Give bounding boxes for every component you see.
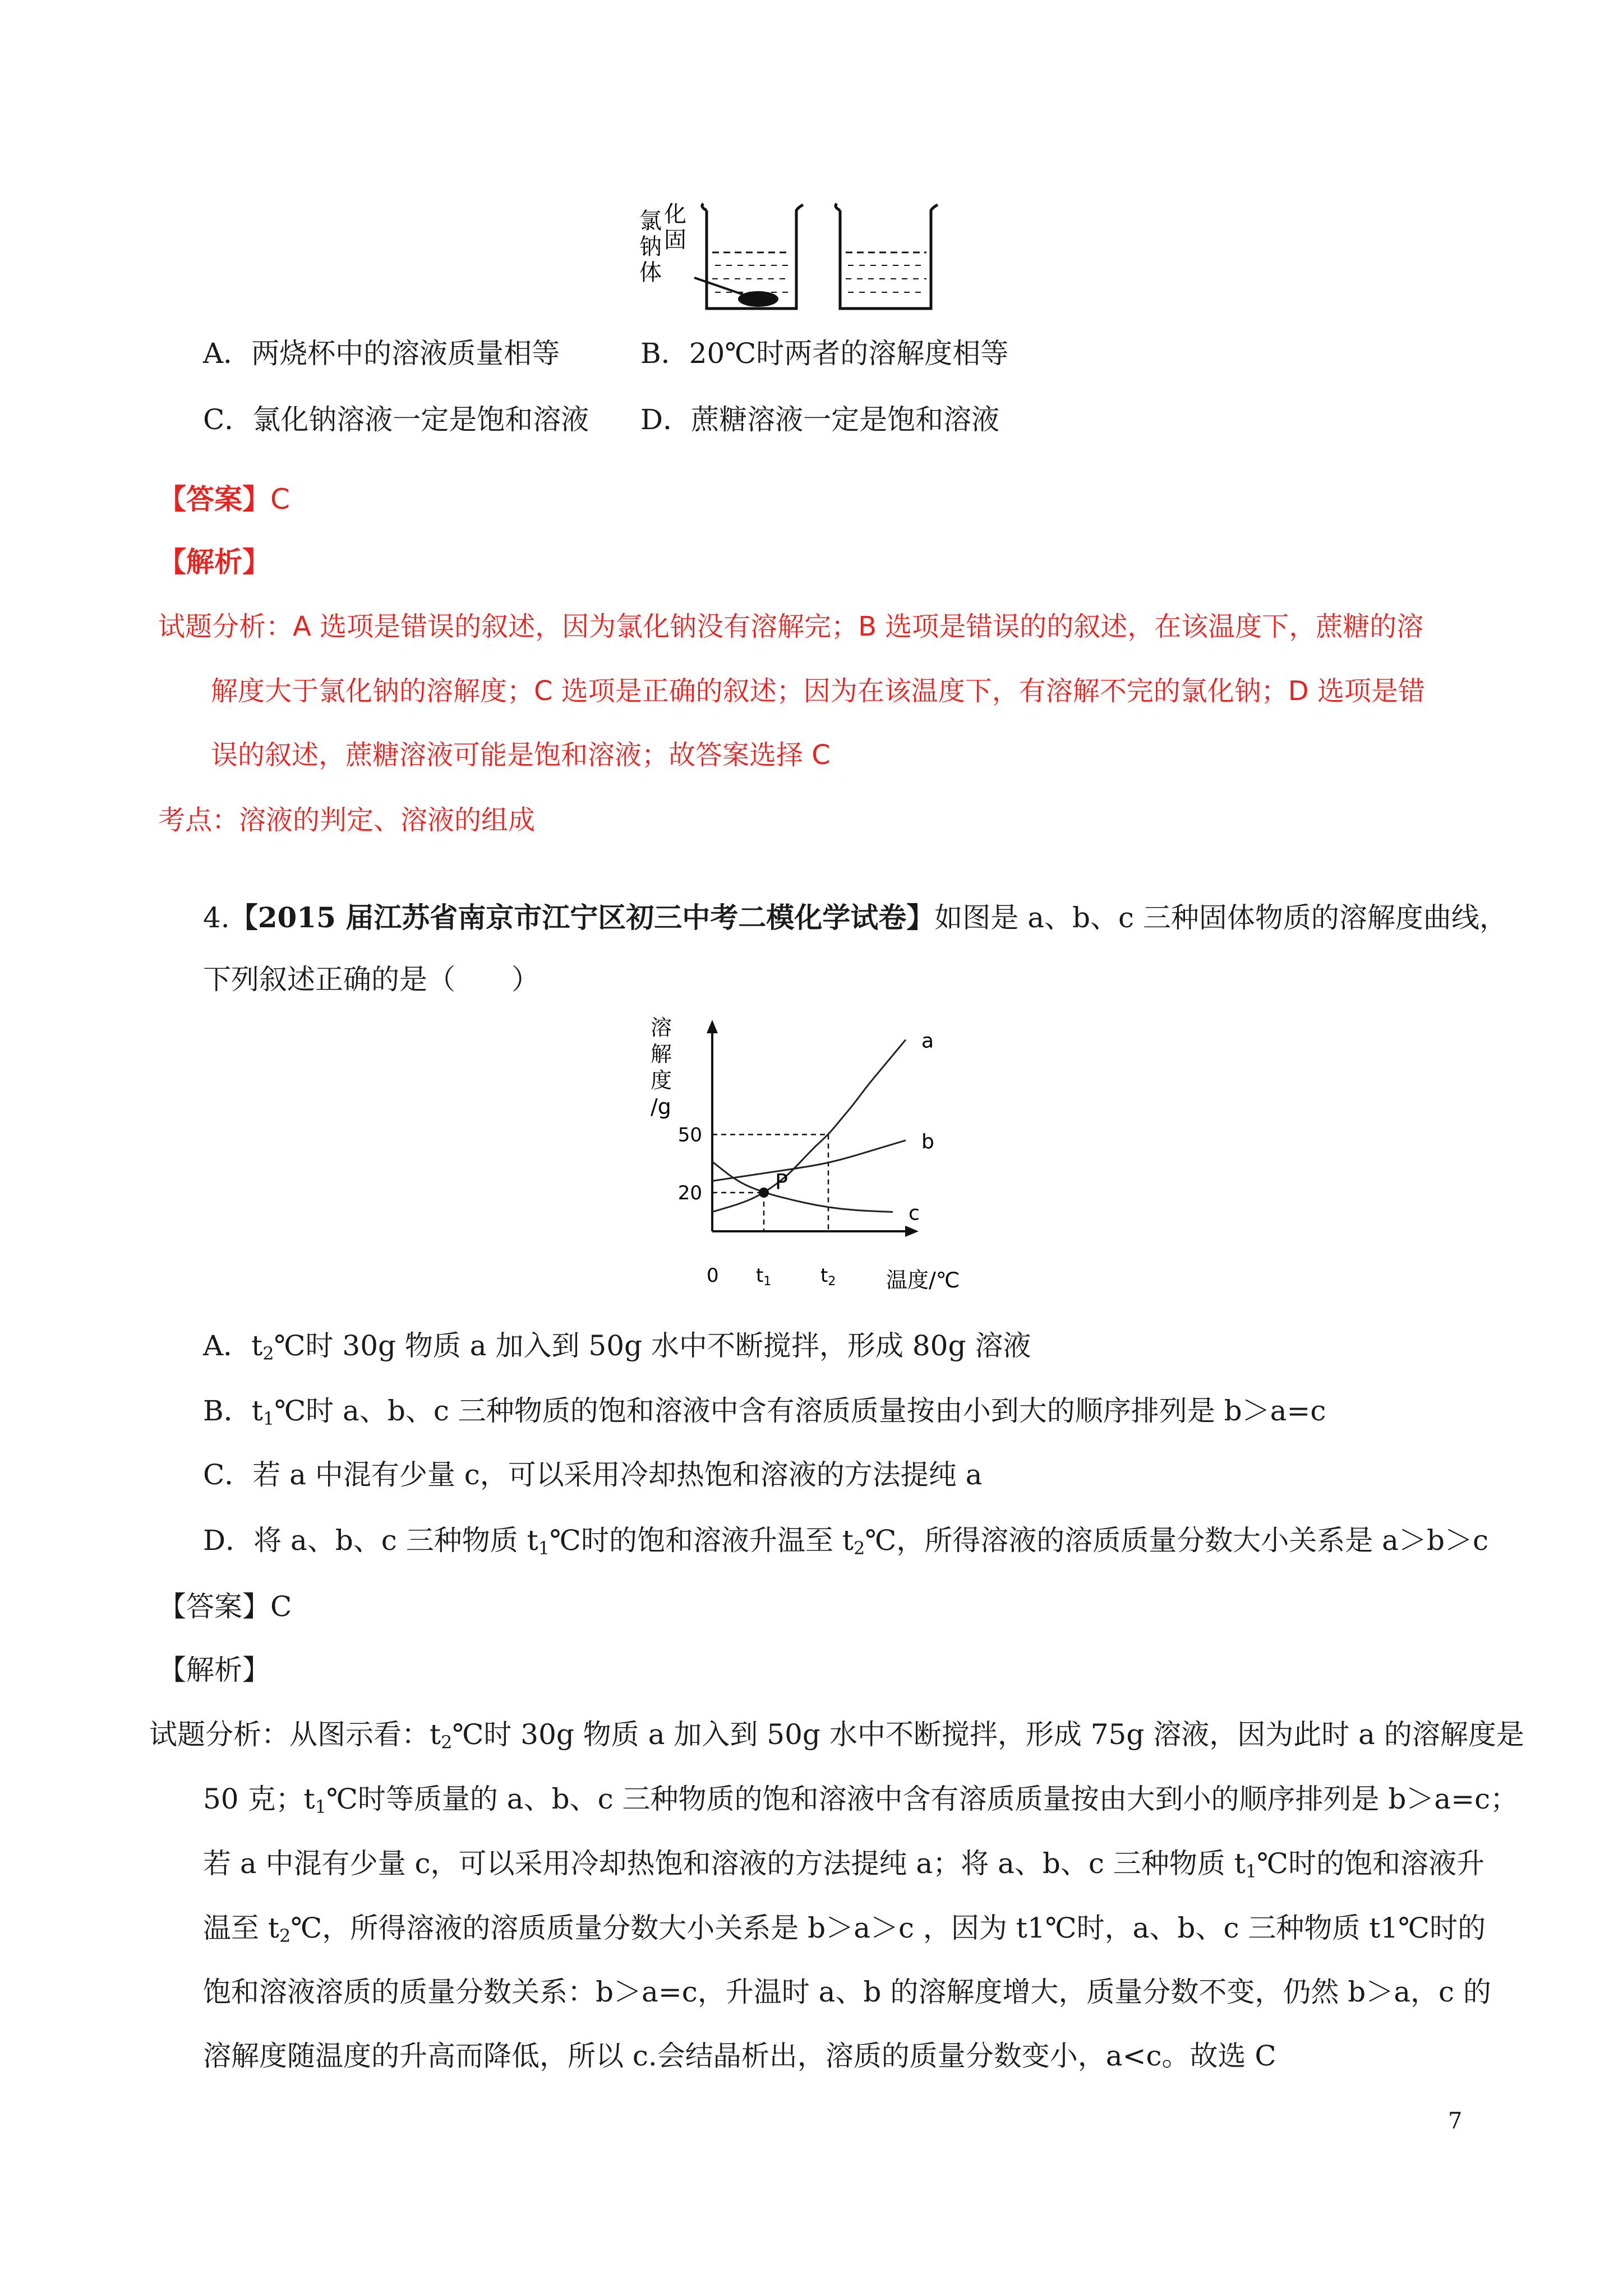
page-number: 7 xyxy=(1448,2108,1463,2134)
series-a-curve xyxy=(712,1039,906,1212)
q4-option-b: B．$t_1℃$时 a、b、c 三种物质的饱和溶液中含有溶质质量按由小到大的顺序排列是 b＞a=c xyxy=(203,1395,1326,1429)
intersection-point-p xyxy=(759,1188,769,1198)
q4-answer-value: C xyxy=(270,1590,292,1623)
x-tick-label-t1: t1 xyxy=(756,1264,772,1289)
q4-number: 4. xyxy=(203,901,230,934)
q4-analysis-line-6: 溶解度随温度的升高而降低，所以 c.会结晶析出，溶质的质量分数变小，a<c。故选 C xyxy=(203,2040,1276,2072)
q3-analysis-line-1: 试题分析：A 选项是错误的叙述，因为氯化钠没有溶解完；B 选项是错误的的叙述，在该温度下，蔗糖的溶 xyxy=(158,611,1424,642)
solubility-chart xyxy=(645,1010,993,1313)
q4-stem-text-1: 如图是 a、b、c 三种固体物质的溶解度曲线， xyxy=(934,901,1507,934)
q4-answer xyxy=(158,1589,292,1625)
q4-analysis-line-5: 饱和溶液溶质的质量分数关系：b＞a=c，升温时 a、b 的溶解度增大，质量分数不变，仍然 b＞a，c 的 xyxy=(203,1976,1491,2008)
figure-label-char-4: 固 xyxy=(664,227,686,253)
figure-label-char-1: 氯 xyxy=(639,208,662,234)
q4-option-c: C．若 a 中混有少量 c，可以采用冷却热饱和溶液的方法提纯 a xyxy=(203,1458,983,1491)
solubility-chart-svg xyxy=(645,1010,993,1313)
q3-option-b: B．20℃时两者的溶解度相等 xyxy=(640,337,1009,370)
q4-analysis-line-4: 温至 $t_2℃$，所得溶液的溶质质量分数大小关系是 b＞a＞c ，因为 t1℃时，a、b、c 三种物质 t1℃时的 xyxy=(203,1912,1486,1947)
q4-analysis-line-2: 50 克；$t_1℃$时等质量的 a、b、c 三种物质的饱和溶液中含有溶质质量按由大到小的顺序排列是 b＞a=c； xyxy=(203,1783,1519,1818)
q4-source: 【2015 届江苏省南京市江宁区初三中考二模化学试卷】 xyxy=(229,901,935,934)
x-tick-label-t2: t2 xyxy=(820,1264,836,1289)
beaker-drawing xyxy=(628,199,942,323)
series-a-label: a xyxy=(921,1029,934,1053)
q3-answer-value: C xyxy=(270,483,290,516)
series-b-curve xyxy=(712,1140,906,1181)
figure-label-char-3: 钠 xyxy=(639,234,662,260)
series-b-label: b xyxy=(921,1130,934,1153)
ylabel-char-2: 解 xyxy=(651,1042,672,1066)
figure-label-char-2: 化 xyxy=(664,201,686,227)
x-axis-label: 温度/℃ xyxy=(886,1268,960,1292)
q3-answer-label: 【答案】 xyxy=(158,483,270,516)
origin-label: 0 xyxy=(707,1264,719,1287)
q4-option-d: D．将 a、b、c 三种物质 $t_1℃$时的饱和溶液升温至 $t_2℃$，所得溶液的溶质质量分数大小关系是 a＞b＞c xyxy=(203,1524,1488,1559)
q4-analysis-line-1: 试题分析：从图示看：$t_2℃$时 30g 物质 a 加入到 50g 水中不断搅拌，形成 75g 溶液，因为此时 a 的溶解度是 xyxy=(149,1718,1524,1753)
beaker-figure xyxy=(628,199,942,323)
y-tick-label-20: 20 xyxy=(677,1182,702,1204)
ylabel-char-1: 溶 xyxy=(651,1015,672,1040)
q3-option-d: D．蔗糖溶液一定是饱和溶液 xyxy=(640,403,1000,436)
figure-label-char-5: 体 xyxy=(639,260,662,286)
x-axis-arrow xyxy=(905,1226,919,1237)
ylabel-char-3: 度 xyxy=(651,1068,672,1093)
q4-stem-line-2: 下列叙述正确的是（ ） xyxy=(203,963,540,996)
point-p-label: P xyxy=(775,1170,788,1194)
y-axis-arrow xyxy=(707,1020,718,1033)
q4-analysis-label: 【解析】 xyxy=(158,1654,270,1686)
series-c-label: c xyxy=(909,1202,920,1225)
q4-option-a: A．$t_2℃$时 30g 物质 a 加入到 50g 水中不断搅拌，形成 80g 溶液 xyxy=(203,1329,1031,1364)
q3-analysis-line-2: 解度大于氯化钠的溶解度；C 选项是正确的叙述；因为在该温度下，有溶解不完的氯化钠；D 选项是错 xyxy=(211,675,1425,707)
nacl-solid-pile xyxy=(738,291,778,307)
q3-analysis-line-3: 误的叙述，蔗糖溶液可能是饱和溶液；故答案选择 C xyxy=(211,739,831,771)
q3-option-c: C．氯化钠溶液一定是饱和溶液 xyxy=(203,403,589,436)
ylabel-char-4: /g xyxy=(651,1094,671,1119)
q4-stem-line-1 xyxy=(203,900,1507,936)
q3-analysis-label: 【解析】 xyxy=(158,546,270,578)
q3-answer xyxy=(158,481,290,517)
q3-option-a: A．两烧杯中的溶液质量相等 xyxy=(203,337,560,370)
q4-analysis-line-3: 若 a 中混有少量 c，可以采用冷却热饱和溶液的方法提纯 a；将 a、b、c 三种物质 $t_1℃$时的饱和溶液升 xyxy=(203,1847,1485,1882)
q4-answer-label: 【答案】 xyxy=(158,1590,270,1623)
q3-kaodian: 考点：溶液的判定、溶液的组成 xyxy=(158,804,536,836)
y-tick-label-50: 50 xyxy=(677,1124,702,1147)
